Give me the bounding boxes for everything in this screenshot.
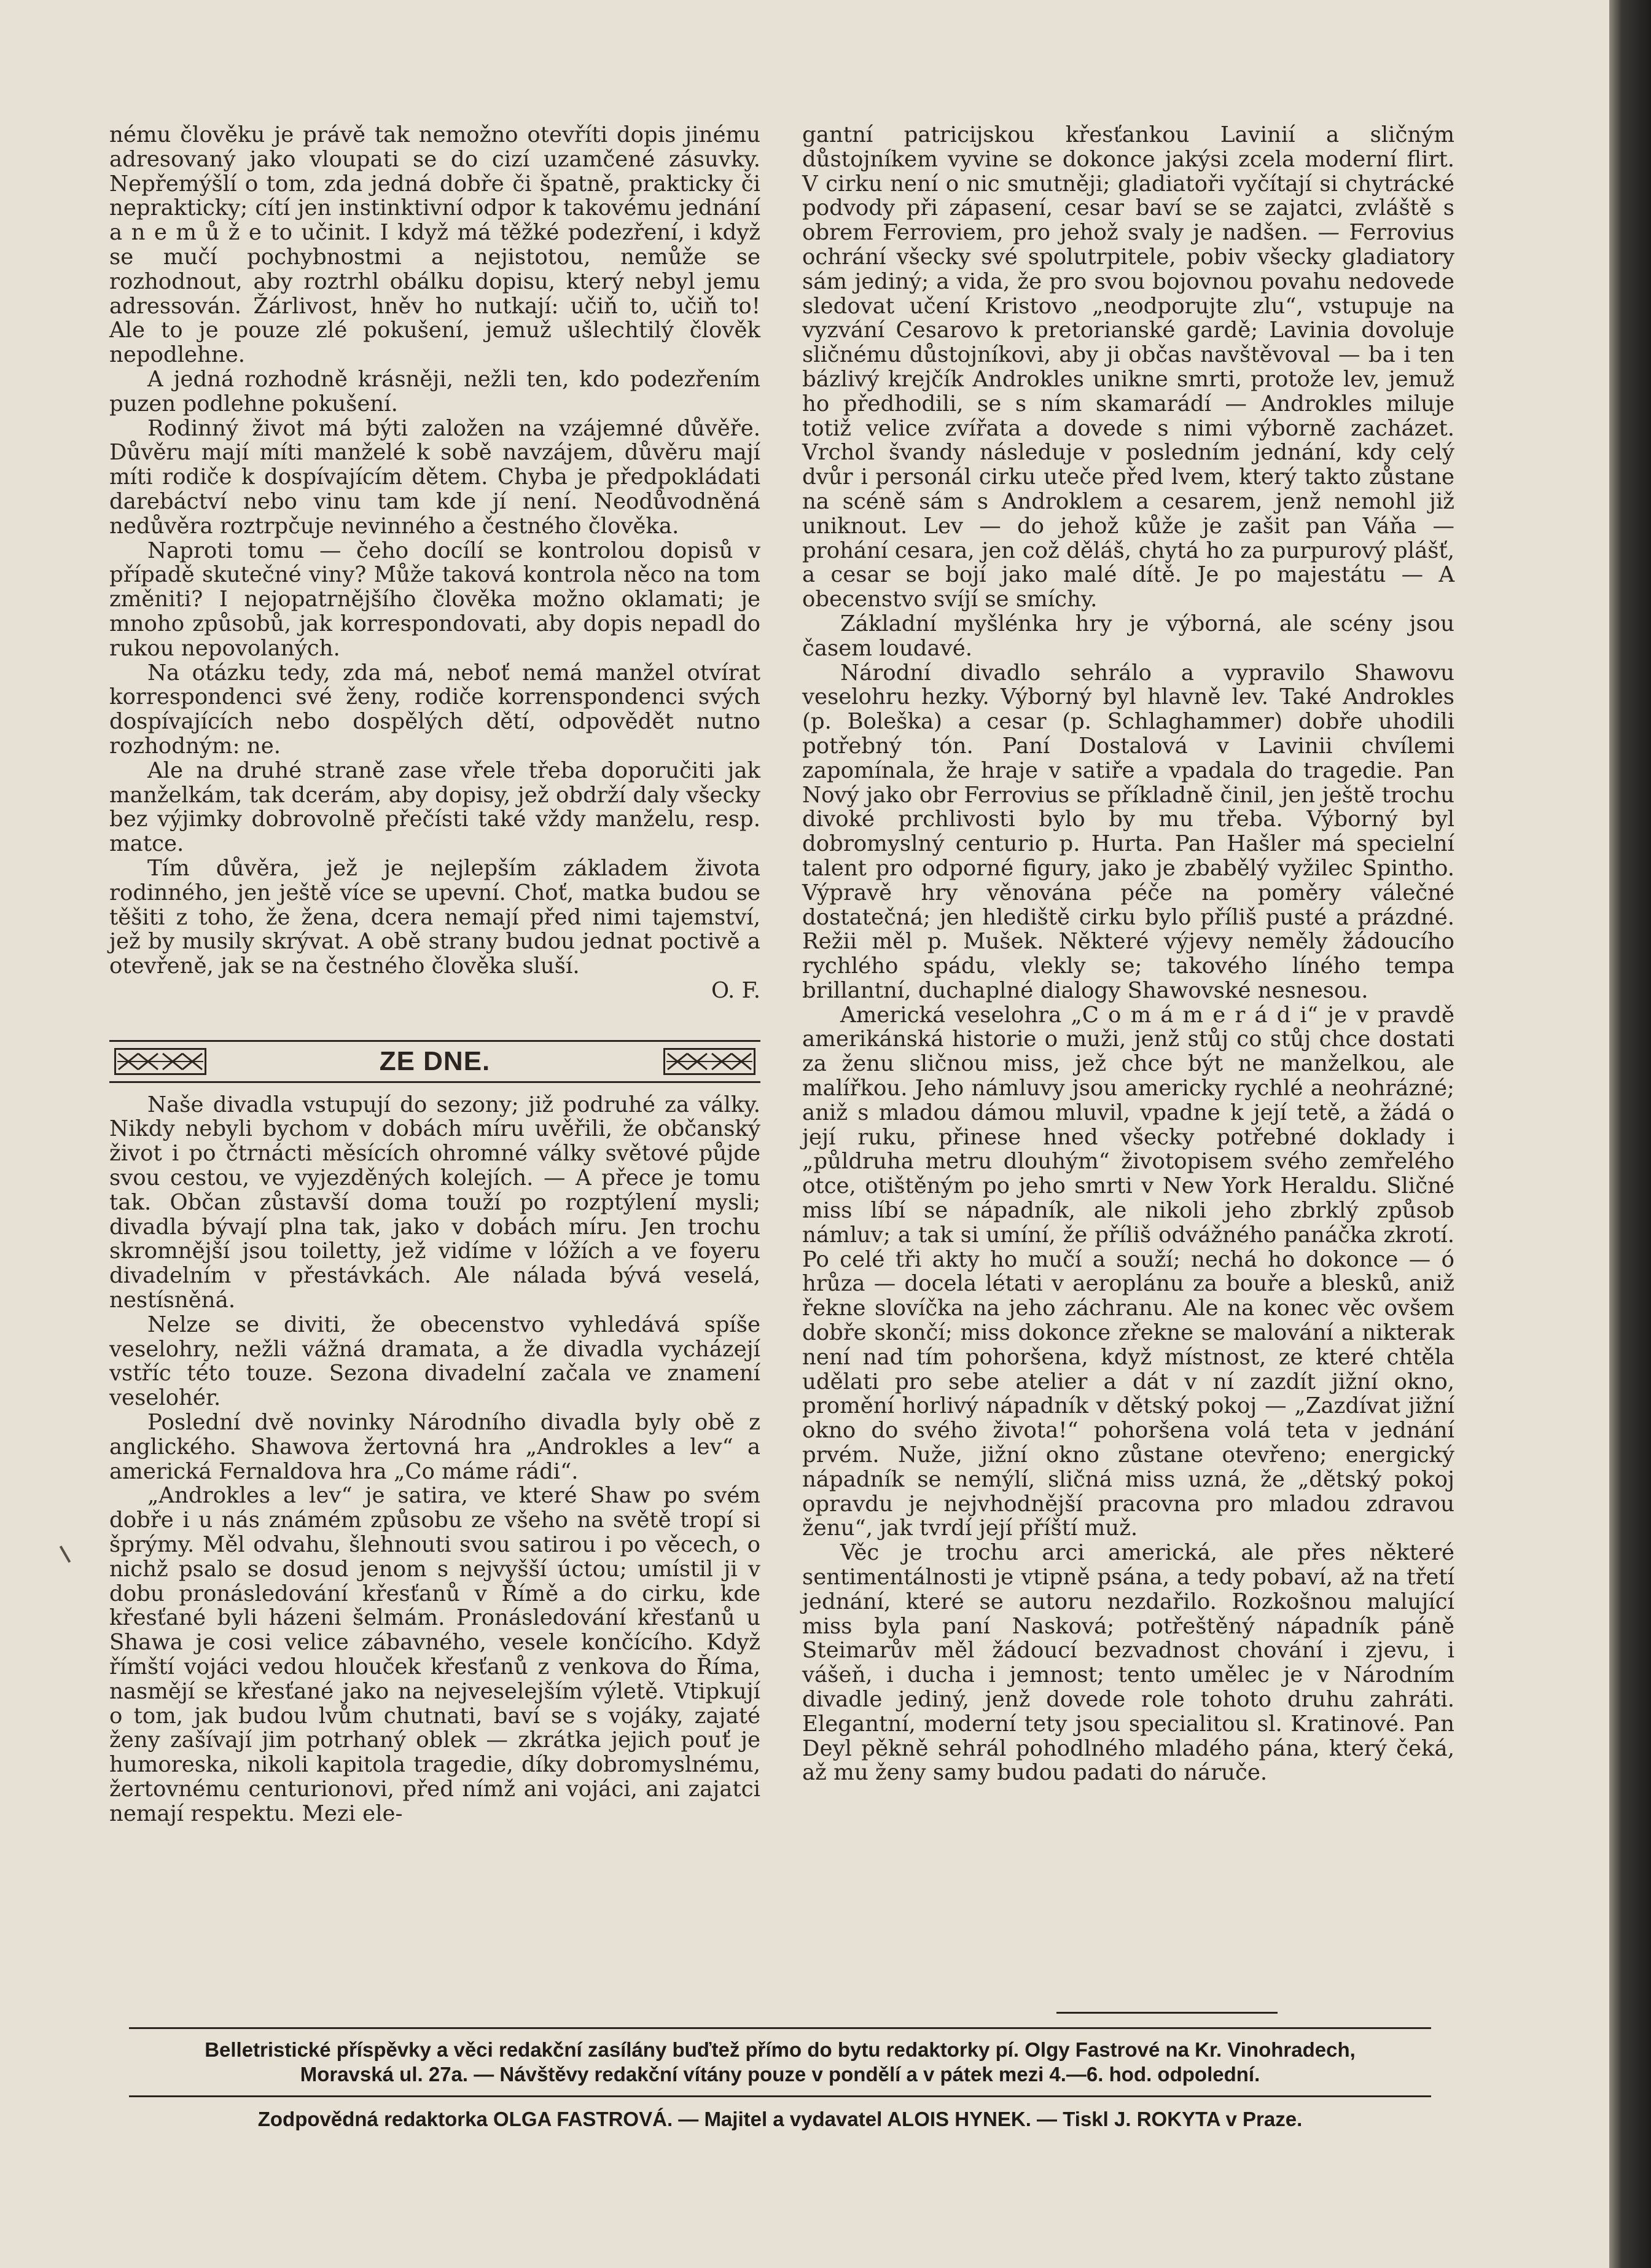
article-paragraph: Ale na druhé straně zase vřele třeba doporučiti jak manželkám, tak dcerám, aby dopisy, jež obdrží daly všecky bez výjimky dobrovolně přečísti také vždy manželu, resp. matce. bbox=[109, 757, 760, 857]
notice-line: Moravská ul. 27a. — Návštěvy redakční vítány pouze v pondělí a v pátek mezi 4.—6. hod. odpolední. bbox=[300, 2063, 1260, 2086]
right-column bbox=[802, 123, 1454, 1785]
article-paragraph: Poslední dvě novinky Národního divadla byly obě z anglického. Shawova žertovná hra „Androkles a lev“ a americká Fernaldova hra „Co máme rádi“. bbox=[109, 1410, 760, 1484]
article-paragraph: Americká veselohra „C o m á m e r á d i“ je v pravdě amerikánská historie o muži, jenž stůj co stůj chce dostati za ženu sličnou miss, jež chce být ne manželkou, ale malířkou. Jeho námluvy jsou americky rychlé a neohrázné; aniž s mladou dámou mluvil, vpadne k její tetě, a žádá o její ruku, přinese hned všecky potřebné doklady i „půldruha metru dlouhým“ životopisem svého zemřelého otce, otištěným po jeho smrti v New York Heraldu. Sličné miss líbí se nápadník, ale nikoli jeho zbrklý způsob námluv; a tak si umíní, že příliš odvážného panáčka zkrotí. Po celé tři akty ho mučí a souží; nechá ho dokonce — ó hrůza — docela létati v aeroplánu za bouře a blesků, aniž řekne slovíčka na jeho záchranu. Ale na konec věc ovšem dobře skončí; miss dokonce zřekne se malování a nikterak není nad tím pohoršena, když místnost, ze které chtěla udělati pro sebe atelier a dát v ní zazdít jižní okno, promění horlivý nápadník v dětský pokoj — „Zazdívat jižní okno do svého života!“ pohoršena volá teta v jednání prvém. Nuže, jižní okno zůstane otevřeno; energický nápadník se nemýlí, sličná miss uzná, že „dětský pokoj opravdu je nejvhodnější pracovna pro mladou zdravou ženu“, jak tvrdí její příští muž. bbox=[802, 1002, 1454, 1541]
article-paragraph: „Androkles a lev“ je satira, ve které Shaw po svém dobře i u nás známém způsobu ze všeho na světě tropí si šprýmy. Měl odvahu, šlehnouti svou satirou i po věcech, o nichž psalo se dosud jenom s nejvyšší úctou; umístil ji v dobu pronásledování křesťanů v Římě a do cirku, kde křesťané byli házeni šelmám. Pronásledování křesťanů u Shawa je cosi velice zábavného, vesele končícího. Když římští vojáci vedou hlouček křesťanů z venkova do Říma, nasmějí se křesťané jako na nejveselejším výletě. Vtipkují o tom, jak budou lvům chutnati, baví se s vojáky, zajaté ženy zašívají jim potrhaný oblek — zkrátka jejich pouť je humoreska, nikoli kapitola tragedie, díky dobromyslnému, žertovnému centurionovi, před nímž ani vojáci, ani zajatci nemají respektu. Mezi ele- bbox=[109, 1483, 760, 1826]
author-signature: O. F. bbox=[711, 977, 760, 1003]
article-paragraph: nému člověku je právě tak nemožno otevříti dopis jinému adresovaný jako vloupati se do cizí uzamčené zásuvky. Nepřemýšlí o tom, zda jedná dobře či špatně, prakticky či neprakticky; cítí jen instinktivní odpor k takovému jednání a n e m ů ž e to učinit. I když má těžké podezření, i když se mučí pochybnostmi a nejistotou, nemůže se rozhodnout, aby roztrhl obálku dopisu, který nebyl jemu adressován. Žárlivost, hněv ho nutkají: učiň to, učiň to! Ale to je pouze zlé pokušení, jemuž ušlechtilý člověk nepodlehne. bbox=[109, 122, 760, 368]
article-paragraph: Rodinný život má býti založen na vzájemné důvěře. Důvěru mají míti manželé k sobě navzájem, důvěru mají míti rodiče k dospívajícím dětem. Chyba je předpokládati darebáctví nebo vinu tam kde jí není. Neodůvodněná nedůvěra roztrpčuje nevinného a čestného člověka. bbox=[109, 415, 760, 539]
ornament-icon bbox=[663, 1048, 755, 1075]
editorial-notice bbox=[104, 2029, 1456, 2095]
ornament-icon bbox=[114, 1048, 206, 1075]
article-paragraph: Základní myšlénka hry je výborná, ale scény jsou časem loudavé. bbox=[802, 611, 1454, 661]
section-title: ZE DNE. bbox=[379, 1046, 491, 1076]
article-paragraph: Národní divadlo sehrálo a vypravilo Shawovu veselohru hezky. Výborný byl hlavně lev. Také Androkles (p. Boleška) a cesar (p. Schlaghammer) dobře uhodili potřebný tón. Paní Dostalová v Lavinii chvílemi zapomínala, že hraje v satiře a vpadala do tragedie. Pan Nový jako obr Ferrovius se příkladně činil, jen ještě trochu divoké prchlivosti bylo by mu třeba. Výborný byl dobromyslný centurio p. Hurta. Pan Hašler má specielní talent pro odporné figury, jako je zbabělý vyžilec Spintho. Výpravě hry věnována péče na poměry válečné dostatečná; jen hlediště cirku bylo příliš pusté a prázdné. Režii měl p. Mušek. Některé výjevy neměly žádoucího rychlého spádu, vlekly se; takového líného tempa brillantní, duchaplné dialogy Shawovské nesnesou. bbox=[802, 660, 1454, 1003]
notice-line: Belletristické příspěvky a věci redakční zasílány buďtež přímo do bytu redaktorky pí. Olgy Fastrové na Kr. Vinohradech, bbox=[205, 2038, 1356, 2061]
article-paragraph: Nelze se diviti, že obecenstvo vyhledává spíše veselohry, nežli vážná dramata, a že divadla vycházejí vstříc této touze. Sezona divadelní začala ve znamení veselohér. bbox=[109, 1312, 760, 1411]
section-header bbox=[109, 1040, 760, 1083]
scan-edge bbox=[1609, 0, 1651, 2268]
column-end-rule bbox=[1056, 2012, 1278, 2014]
article-paragraph: Naše divadla vstupují do sezony; již podruhé za války. Nikdy nebyli bychom v dobách míru uvěřili, že občanský život i po čtrnácti měsících ohromné války světové půjde svou cestou, ve vyjezděných kolejích. — A přece je tomu tak. Občan zůstavší doma touží po rozptýlení mysli; divadla bývají plna tak, jako v dobách míru. Jen trochu skromnější jsou toiletty, jež vidíme v lóžích a ve foyeru divadelním v přestávkách. Ale nálada bývá veselá, nestísněná. bbox=[109, 1092, 760, 1313]
article-paragraph: A jedná rozhodně krásněji, nežli ten, kdo podezřením puzen podlehne pokušení. bbox=[109, 366, 760, 416]
article-paragraph: gantní patricijskou křesťankou Lavinií a sličným důstojníkem vyvine se dokonce jakýsi zcela moderní flirt. V cirku není o nic smutněji; gladiatoři vyčítají si chytrácké podvody při zápasení, cesar baví se se zajatci, zvláště s obrem Ferroviem, pro jehož svaly je nadšen. — Ferrovius ochrání všecky své spolutrpitele, pobiv všecky gladiatory sám jediný; a vida, že pro svou bojovnou povahu nedovede sledovat učení Kristovo „neodporujte zlu“, vstupuje na vyzvání Cesarovo k pretorianské gardě; Lavinia dovoluje sličnému důstojníkovi, aby ji občas navštěvoval — ba i ten bázlivý krejčík Androkles unikne smrti, protože lev, jemuž ho předhodili, se s ním skamarádí — Androkles miluje totiž velice zvířata a dovede s nimi výborně zacházet. Vrchol švandy následuje v posledním jednání, kdy celý dvůr i personál cirku uteče před lvem, který takto zůstane na scéně sám s Androklem a cesarem, jenž nemohl již uniknout. Lev — do jehož kůže je zašit pan Váňa — prohání cesara, jen což děláš, chytá ho za purpurový plášť, a cesar se bojí jako malé dítě. Je po majestátu — A obecenstvo svíjí se smíchy. bbox=[802, 122, 1454, 612]
article-paragraph: Věc je trochu arci americká, ale přes některé sentimentálnosti je vtipně psána, a tedy pobaví, až na třetí jednání, které se autoru nezdařilo. Rozkošnou malující miss byla paní Nasková; potřeštěný nápadník páně Steimarův měl žádoucí bezvadnost chování i zjevu, i vášeň, i ducha i jemnost; tento umělec je v Národním divadle jediný, jenž dovede role tohoto druhu zahráti. Elegantní, moderní tety jsou specialitou sl. Kratinové. Pan Deyl pěkně sehrál pohodlného mladého pána, který čeká, až mu ženy samy budou padati do náruče. bbox=[802, 1540, 1454, 1786]
article-paragraph: Tím důvěra, jež je nejlepším základem života rodinného, jen ještě více se upevní. Choť, matka budou se těšiti z toho, že žena, dcera nemají před nimi tajemství, jež by musily skrývat. A obě strany budou jednat poctivě a otevřeně, jak se na čestného člověka sluší. bbox=[109, 855, 760, 979]
page-footer bbox=[104, 2027, 1456, 2132]
article-paragraph: Naproti tomu — čeho docílí se kontrolou dopisů v případě skutečné viny? Může taková kontrola něco na tom změniti? I nejopatrnějšího člověka možno oklamati; je mnoho způsobů, jak korrespondovati, aby dopis nepadl do rukou nepovolaných. bbox=[109, 538, 760, 661]
imprint-line: Zodpovědná redaktorka OLGA FASTROVÁ. — Majitel a vydavatel ALOIS HYNEK. — Tiskl J. ROKYTA v Praze. bbox=[257, 2108, 1303, 2130]
print-blemish bbox=[60, 1546, 71, 1563]
left-column bbox=[109, 123, 760, 1826]
article-paragraph: Na otázku tedy, zda má, neboť nemá manžel otvírat korrespondenci své ženy, rodiče korrenspondenci svých dospívajících nebo dospělých dětí, odpovědět nutno rozhodným: ne. bbox=[109, 660, 760, 759]
